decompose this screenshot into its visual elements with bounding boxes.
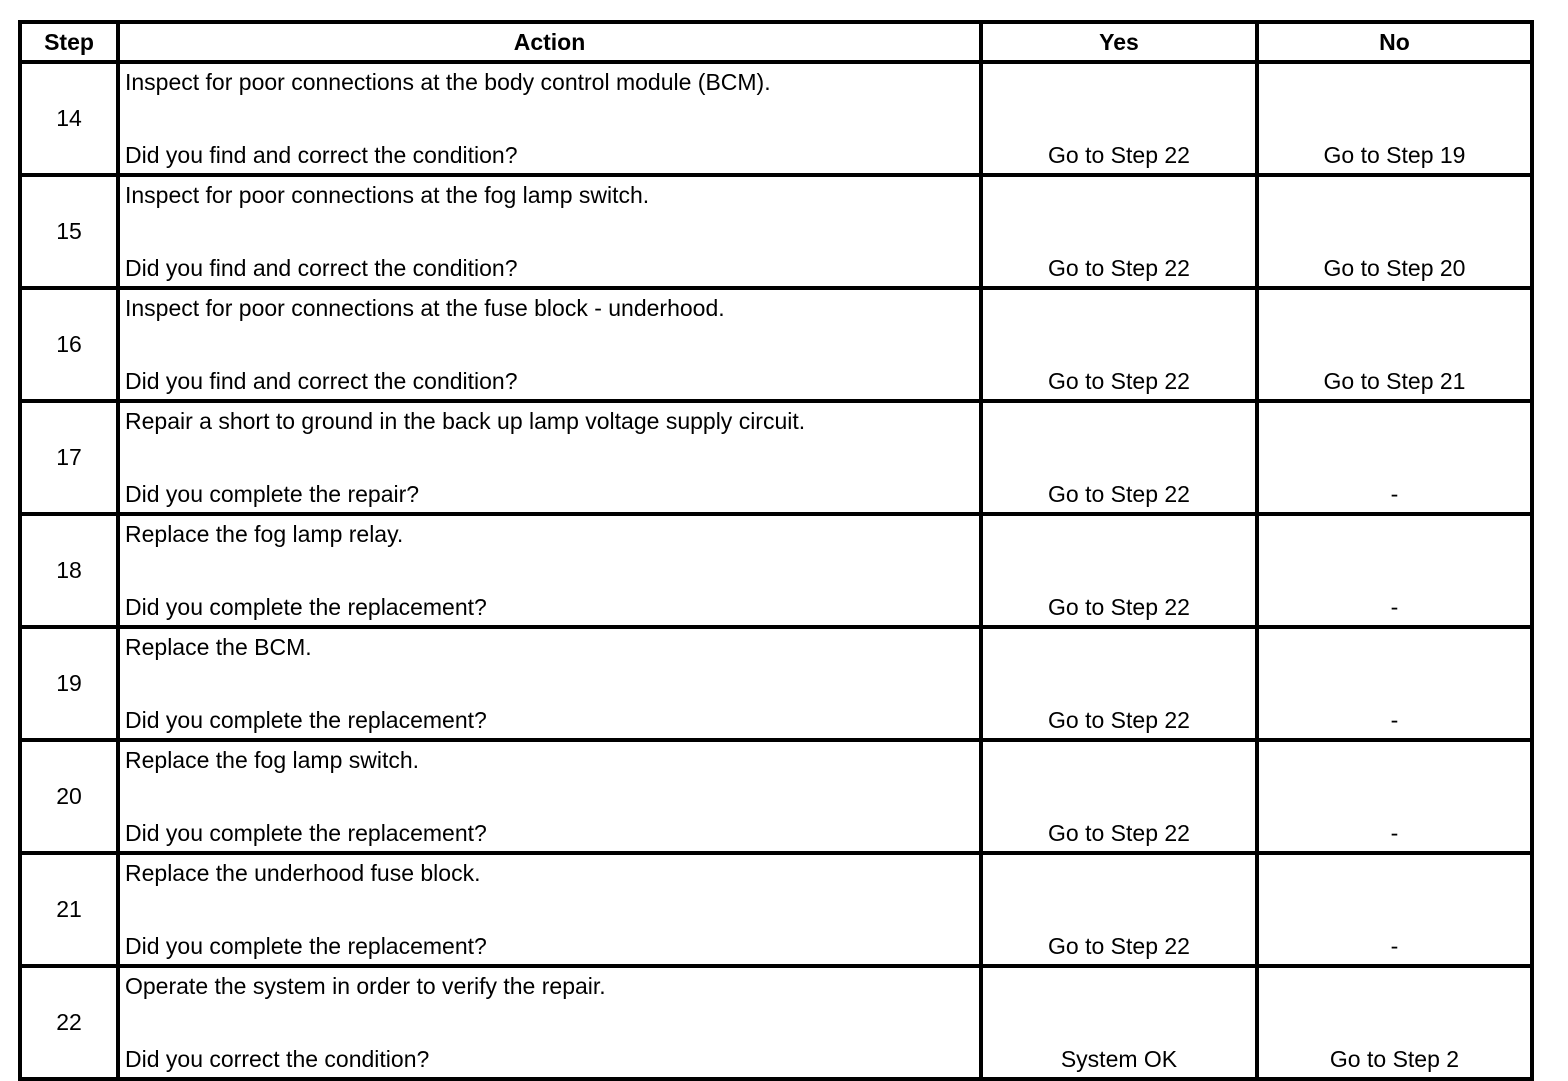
step-number: 16: [20, 288, 118, 401]
header-yes: Yes: [981, 22, 1257, 62]
table-row: [20, 514, 1532, 627]
table-row: [20, 288, 1532, 401]
step-number: 19: [20, 627, 118, 740]
table-header: [20, 22, 1532, 62]
table-row: [20, 627, 1532, 740]
no-result: -: [1257, 514, 1532, 627]
action-question: Did you complete the replacement?: [125, 707, 487, 733]
header-action: Action: [118, 22, 981, 62]
yes-result: Go to Step 22: [981, 627, 1257, 740]
step-number: 17: [20, 401, 118, 514]
diagnostic-table: [18, 20, 1534, 1081]
action-cell: [118, 853, 981, 966]
yes-result: Go to Step 22: [981, 853, 1257, 966]
action-cell: [118, 288, 981, 401]
no-result: -: [1257, 853, 1532, 966]
action-question: Did you complete the replacement?: [125, 820, 487, 846]
yes-result: Go to Step 22: [981, 514, 1257, 627]
no-result: Go to Step 21: [1257, 288, 1532, 401]
no-result: Go to Step 2: [1257, 966, 1532, 1079]
step-number: 21: [20, 853, 118, 966]
step-number: 20: [20, 740, 118, 853]
action-question: Did you find and correct the condition?: [125, 255, 518, 281]
action-question: Did you find and correct the condition?: [125, 142, 518, 168]
table-body: [20, 62, 1532, 1079]
action-instruction: Repair a short to ground in the back up lamp voltage supply circuit.: [125, 408, 806, 434]
table-row: [20, 966, 1532, 1079]
action-instruction: Replace the BCM.: [125, 634, 312, 660]
table-row: [20, 740, 1532, 853]
action-instruction: Replace the underhood fuse block.: [125, 860, 481, 886]
yes-result: Go to Step 22: [981, 175, 1257, 288]
action-instruction: Inspect for poor connections at the fog lamp switch.: [125, 182, 650, 208]
action-question: Did you complete the repair?: [125, 481, 420, 507]
action-question: Did you correct the condition?: [125, 1046, 430, 1072]
step-number: 22: [20, 966, 118, 1079]
action-question: Did you complete the replacement?: [125, 594, 487, 620]
action-cell: [118, 627, 981, 740]
action-instruction: Replace the fog lamp relay.: [125, 521, 404, 547]
no-result: Go to Step 20: [1257, 175, 1532, 288]
header-step: Step: [20, 22, 118, 62]
action-instruction: Replace the fog lamp switch.: [125, 747, 420, 773]
no-result: -: [1257, 740, 1532, 853]
action-question: Did you find and correct the condition?: [125, 368, 518, 394]
action-question: Did you complete the replacement?: [125, 933, 487, 959]
step-number: 18: [20, 514, 118, 627]
yes-result: Go to Step 22: [981, 62, 1257, 175]
yes-result: Go to Step 22: [981, 401, 1257, 514]
action-cell: [118, 514, 981, 627]
action-cell: [118, 175, 981, 288]
yes-result: Go to Step 22: [981, 740, 1257, 853]
step-number: 15: [20, 175, 118, 288]
action-instruction: Inspect for poor connections at the fuse block - underhood.: [125, 295, 725, 321]
yes-result: System OK: [981, 966, 1257, 1079]
no-result: Go to Step 19: [1257, 62, 1532, 175]
table-row: [20, 853, 1532, 966]
table-row: [20, 175, 1532, 288]
action-cell: [118, 966, 981, 1079]
no-result: -: [1257, 401, 1532, 514]
action-instruction: Operate the system in order to verify the repair.: [125, 973, 606, 999]
action-cell: [118, 62, 981, 175]
no-result: -: [1257, 627, 1532, 740]
header-no: No: [1257, 22, 1532, 62]
yes-result: Go to Step 22: [981, 288, 1257, 401]
table-row: [20, 401, 1532, 514]
step-number: 14: [20, 62, 118, 175]
action-cell: [118, 401, 981, 514]
action-instruction: Inspect for poor connections at the body control module (BCM).: [125, 69, 771, 95]
table-row: [20, 62, 1532, 175]
action-cell: [118, 740, 981, 853]
header-row: [20, 22, 1532, 62]
